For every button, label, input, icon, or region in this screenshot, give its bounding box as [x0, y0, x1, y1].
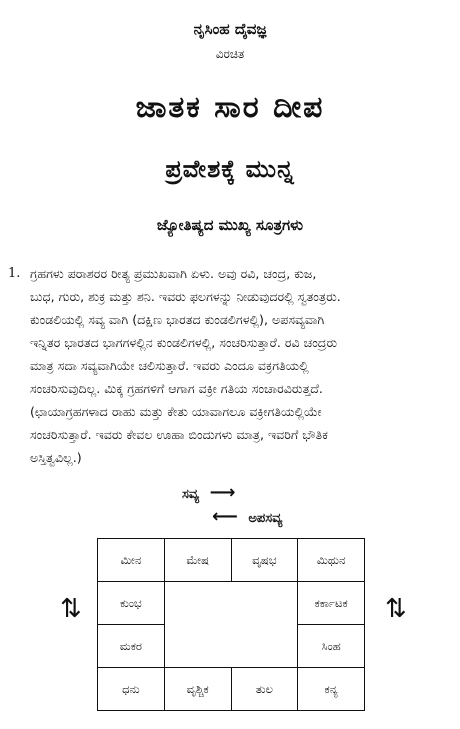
rasi-cell-kumbha: ಕುಂಭ — [98, 582, 165, 625]
savya-label: ಸವ್ಯ — [182, 487, 200, 502]
paragraph-line: (ಛಾಯಾಗ್ರಹಗಳಾದ ರಾಹು ಮತ್ತು ಕೇತು ಯಾವಾಗಲೂ ವಕ್ರೀಗತಿಯಲ್ಲಿಯೇ — [30, 404, 322, 419]
paragraph-line: ಕುಂಡಲಿಯಲ್ಲಿ ಸವ್ಯ ವಾಗಿ (ದಕ್ಷಿಣ ಭಾರತದ ಕುಂಡಲಿಗಳಲ್ಲಿ), ಅಪಸವ್ಯವಾಗಿ — [30, 312, 325, 327]
right-arrow-icon: ⟶ — [209, 482, 236, 503]
paragraph-line: ಅಸ್ತಿತ್ವವಿಲ್ಲ.) — [30, 450, 82, 465]
rasi-cell-kanya: ಕನ್ಯ — [298, 668, 365, 711]
paragraph-line: ಇನ್ನಿತರ ಭಾರತದ ಭಾಗಗಳಲ್ಲಿನ ಕುಂಡಲಿಗಳಲ್ಲಿ, ಸಂಚರಿಸುತ್ತಾರೆ. ರವಿ ಚಂದ್ರರು — [30, 335, 338, 350]
rasi-cell-vrischika: ವೃಶ್ಚಿಕ — [164, 668, 231, 711]
rasi-cell-makara: ಮಕರ — [98, 625, 165, 668]
paragraph-line: ಗ್ರಹಗಳು ಪರಾಶರರ ರೀತ್ಯ ಪ್ರಮುಖವಾಗಿ ಏಳು. ಅವು ರವಿ, ಚಂದ್ರ, ಕುಜ, — [30, 266, 317, 281]
chart-center — [164, 582, 298, 668]
rasi-cell-vrishabha: ವೃಷಭ — [231, 539, 298, 582]
rasi-cell-dhanu: ಧನು — [98, 668, 165, 711]
apasavya-label: ಅಪಸವ್ಯ — [248, 511, 283, 526]
rasi-cell-mesha: ಮೇಷ — [164, 539, 231, 582]
up-down-arrows-icon: ⇅ — [385, 594, 407, 624]
rasi-cell-meena: ಮೀನ — [98, 539, 165, 582]
paragraph-1 — [8, 262, 456, 469]
rasi-chart — [97, 538, 365, 710]
paragraph-line: ಸಂಚರಿಸುತ್ತಾರೆ. ಇವರು ಕೇವಲ ಊಹಾ ಬಿಂದುಗಳು ಮಾತ್ರ, ಇವರಿಗೆ ಭೌತಿಕ — [30, 427, 328, 442]
rasi-cell-simha: ಸಿಂಹ — [298, 625, 365, 668]
book-title: ಜಾತಕ ಸಾರ ದೀಪ — [135, 90, 325, 125]
paragraph-line: ಸಂಚರಿಸುವುದಿಲ್ಲ. ಮಿಕ್ಕ ಗ್ರಹಗಳಿಗೆ ಆಗಾಗ ವಕ್ರೀ ಗತಿಯ ಸಂಚಾರವಿರುತ್ತದೆ. — [30, 381, 323, 396]
author-name: ನೃಸಿಂಹ ದೈವಜ್ಞ — [193, 20, 267, 38]
paragraph-line: ಬುಧ, ಗುರು, ಶುಕ್ರ ಮತ್ತು ಶನಿ. ಇವರು ಫಲಗಳನ್ನು ನೀಡುವುದರಲ್ಲಿ ಸ್ವತಂತ್ರರು. — [30, 289, 341, 304]
rasi-cell-karkataka: ಕರ್ಕಾಟಕ — [298, 582, 365, 625]
section-heading: ಜ್ಯೋತಿಷ್ಯದ ಮುಖ್ಯ ಸೂತ್ರಗಳು — [156, 216, 304, 234]
up-down-arrows-icon: ⇅ — [60, 594, 82, 624]
apasavya-direction — [212, 506, 282, 527]
chapter-title: ಪ್ರವೇಶಕ್ಕೆ ಮುನ್ನ — [165, 155, 295, 183]
rasi-cell-mithuna: ಮಿಥುನ — [298, 539, 365, 582]
savya-direction — [182, 482, 235, 503]
paragraph-number: 1. — [8, 266, 21, 281]
paragraph-line: ಮಾತ್ರ ಸದಾ ಸವ್ಯವಾಗಿಯೇ ಚಲಿಸುತ್ತಾರೆ. ಇವರು ಎಂದೂ ವಕ್ರಗತಿಯಲ್ಲಿ — [30, 358, 309, 373]
rasi-cell-tula: ತುಲ — [231, 668, 298, 711]
left-arrow-icon: ⟵ — [212, 506, 238, 527]
virachita-label: ವಿರಚಿತ — [215, 47, 245, 61]
